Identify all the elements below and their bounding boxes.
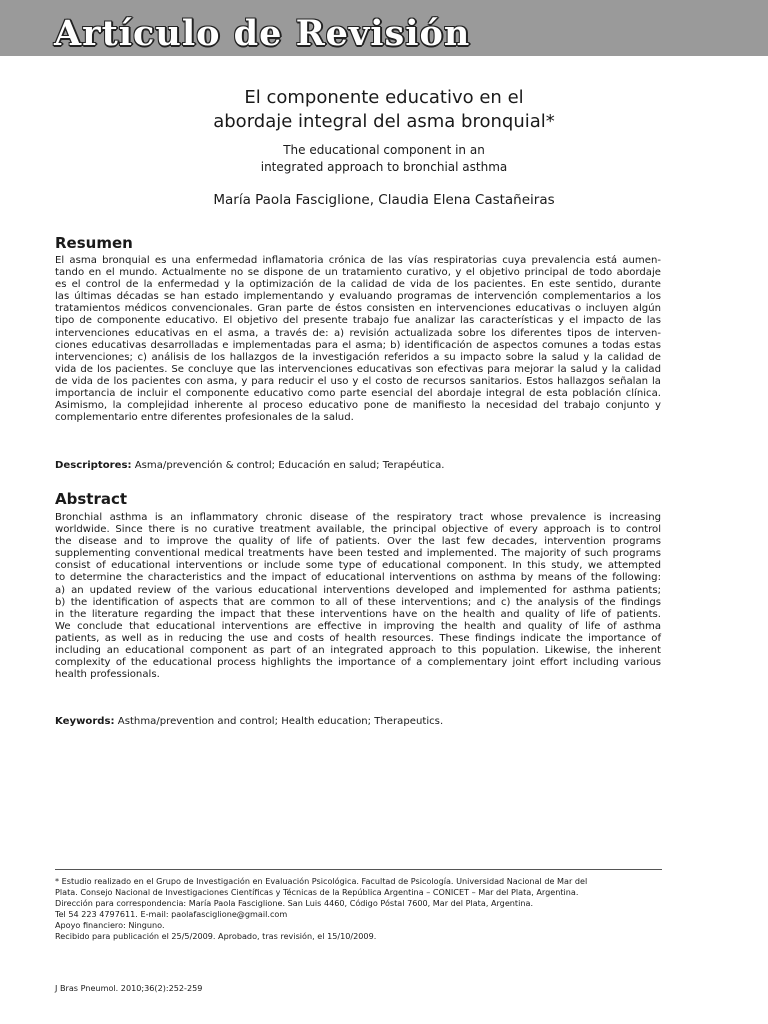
text-line: b) the identification of aspects that are common to all of these interventions; and c) the analysis of the findings <box>55 596 661 608</box>
text-line: Asimismo, la complejidad inherente al proceso educativo pone de manifiesto la necesidad del trabajo conjunto y <box>55 400 661 412</box>
text-line: supplementing conventional medical treatments have been tested and implemented. The majority of such programs <box>55 548 661 560</box>
section-banner <box>0 0 768 56</box>
abstract-keywords <box>55 716 675 728</box>
english-title-line: The educational component in an <box>283 143 485 157</box>
footnote-line: Tel 54 223 4797611. E-mail: paolafasciglione@gmail.com <box>55 908 288 919</box>
english-title-line: integrated approach to bronchial asthma <box>260 159 508 174</box>
resumen-heading: Resumen <box>55 234 133 252</box>
text-line: las últimas décadas se han estado implementando y evaluando programas de intervención complementarios a los <box>55 291 661 303</box>
text-line: to determine the characteristics and the impact of educational interventions on asthma by means of the following: <box>55 572 661 584</box>
resumen-body <box>55 255 661 424</box>
text-line: tratamientos médicos convencionales. Gran parte de éstos consisten en intervenciones educativas o incluyen algún <box>55 303 661 315</box>
footnote-line: * Estudio realizado en el Grupo de Investigación en Evaluación Psicológica. Facultad de Psicología. Universidad Nacional de Mar del <box>55 876 588 886</box>
text-line: Bronchial asthma is an inflammatory chronic disease of the respiratory tract whose prevalence is increasing <box>55 512 661 523</box>
text-line: complementario entre diferentes profesionales de la salud. <box>55 412 354 424</box>
article-title-line: abordaje integral del asma bronquial* <box>213 111 555 132</box>
abstract-heading: Abstract <box>55 490 128 508</box>
text-line: El asma bronquial es una enfermedad inflamatoria crónica de las vías respiratorias cuya prevalencia está aumen- <box>55 255 661 266</box>
text-line: consist of educational interventions or include some type of educational component. In this study, we attempted <box>55 560 661 572</box>
footnote-divider <box>55 869 662 870</box>
text-line: es el control de la enfermedad y la optimización de la calidad de vida de los pacientes. En este sentido, durante <box>55 279 661 291</box>
text-line: a) an updated review of the various educational interventions developed and implemented for asthma patients; <box>55 584 661 596</box>
text-line: the disease and to improve the quality of life of patients. Over the last few decades, intervention programs <box>55 536 661 548</box>
text-line: intervenciones; c) análisis de los hallazgos de la investigación referidos a su impacto sobre la salud y la calidad de <box>55 351 661 363</box>
text-line: including an educational component as part of an integrated approach to this population. Likewise, the inherent <box>55 645 661 657</box>
text-line: in the literature regarding the impact that these interventions have on the health and quality of life of patients. <box>55 608 661 620</box>
keywords-text: Asthma/prevention and control; Health education; Therapeutics. <box>117 716 444 727</box>
footnote-line: Dirección para correspondencia: María Paola Fasciglione. San Luis 4460, Código Póstal 7600, Mar del Plata, Argentina. <box>55 897 534 908</box>
journal-citation: J Bras Pneumol. 2010;36(2):252-259 <box>55 983 203 993</box>
english-title <box>0 142 768 175</box>
text-line: importancia de incluir el componente educativo como parte esencial del abordaje integral de esta población clínica. <box>55 388 661 400</box>
text-line: intervenciones educativas en el asma, a través de: a) revisión actualizada sobre los diferentes tipos de interven- <box>55 327 661 339</box>
text-line: de vida de los pacientes con asma, y para reducir el uso y el costo de recursos sanitarios. Estos hallazgos señalan la <box>55 375 661 387</box>
text-line: health professionals. <box>55 669 160 681</box>
footnote-line: Apoyo financiero: Ninguno. <box>55 919 165 930</box>
text-line: worldwide. Since there is no curative treatment available, the principal objective of every approach is to control <box>55 524 661 536</box>
article-title-line: El componente educativo en el <box>244 87 524 108</box>
text-line: patients, as well as in reducing the use and costs of health resources. These findings indicate the importance of <box>55 632 661 644</box>
text-line: vida de los pacientes. Se concluye que las intervenciones educativas son efectivas para mejorar la salud y la calidad <box>55 363 661 375</box>
resumen-keywords <box>55 460 675 472</box>
footnote-line: Recibido para publicación el 25/5/2009. Aprobado, tras revisión, el 15/10/2009. <box>55 930 377 941</box>
authors: María Paola Fasciglione, Claudia Elena Castañeiras <box>213 192 555 208</box>
text-line: ciones educativas desarrolladas e implementadas para el asma; b) identificación de aspectos comunes a todas estas <box>55 339 661 351</box>
abstract-body <box>55 512 661 681</box>
article-title <box>0 86 768 134</box>
footnote <box>55 876 665 941</box>
keywords-label: Descriptores: <box>55 460 132 471</box>
text-line: tipo de componente educativo. El objetivo del presente trabajo fue analizar las características y el impacto de las <box>55 315 661 327</box>
footnote-line: Plata. Consejo Nacional de Investigaciones Científicas y Técnicas de la República Argentina – CONICET – Mar del Plata, Argentina. <box>55 886 579 897</box>
keywords-text: Asma/prevención & control; Educación en salud; Terapéutica. <box>134 460 445 471</box>
text-line: tando en el mundo. Actualmente no se dispone de un tratamiento curativo, y el objetivo principal de todo abordaje <box>55 267 661 279</box>
text-line: We conclude that educational interventions are effective in improving the health and quality of life of asthma <box>55 620 661 632</box>
section-label: Artículo de Revisión <box>54 13 471 54</box>
keywords-label: Keywords: <box>55 716 115 727</box>
text-line: complexity of the educational process highlights the importance of a complementary joint effort including various <box>55 657 661 669</box>
